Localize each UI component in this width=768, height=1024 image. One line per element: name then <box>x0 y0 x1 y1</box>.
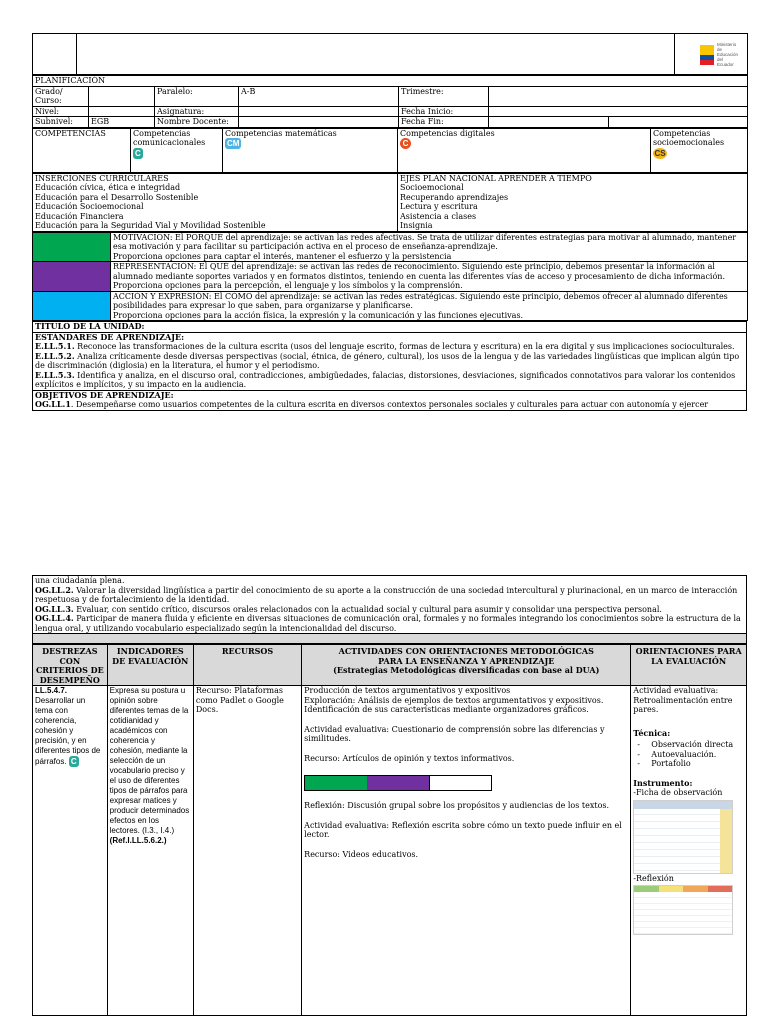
fecha-inicio-label: Fecha Inicio: <box>399 106 489 117</box>
eje-item: Recuperando aprendizajes <box>400 192 509 202</box>
tecnica-list <box>633 740 744 769</box>
paralelo-value[interactable]: A-B <box>239 86 399 106</box>
estandar-code: E.LL.5.3. <box>35 369 75 380</box>
actividad-line: Reflexión: Discusión grupal sobre los propósitos y audiencias de los textos. <box>304 801 610 810</box>
estandar-item <box>35 342 744 352</box>
insercion-item: Educación para la Seguridad Vial y Movilidad Sostenible <box>35 221 266 230</box>
inserciones-ejes-table <box>32 173 748 232</box>
instrumento-item: -Reflexión <box>633 873 674 883</box>
tecnica-item: - Autoevaluación. <box>651 750 744 760</box>
representacion-text: REPRESENTACIÓN: El QUÉ del aprendizaje: se activan las redes de reconocimiento. Siguiendo este principio, debemos presentar la información al alumnado mediante soportes variados y en formatos distintos, teniendo en cuenta las diferentes vías de acceso y procesamiento de dicha información. <box>113 262 726 281</box>
ministry-logo <box>700 42 741 67</box>
header-empty-cell <box>33 34 77 75</box>
nivel-label: Nivel: <box>33 106 89 117</box>
indicador-cell <box>107 686 193 1016</box>
motivacion-swatch <box>33 232 111 262</box>
header-destrezas: DESTREZAS CON CRITERIOS DE DESEMPEÑO <box>33 645 108 686</box>
header-blank-cell <box>77 34 675 75</box>
eje-item: Insignia <box>400 221 433 230</box>
planning-page-2 <box>32 575 747 1016</box>
insercion-item: Educación cívica, ética e integridad <box>35 183 181 192</box>
dua-purple-segment <box>367 776 429 790</box>
subnivel-value[interactable]: EGB <box>89 117 155 128</box>
destreza-text: Desarrollar un tema con coherencia, cohesión y precisión, y en diferentes tipos de párrafos. <box>35 696 101 766</box>
asignatura-value[interactable] <box>239 106 399 117</box>
actividad-line: Exploración: Análisis de ejemplos de textos argumentativos y expositivos. Identificación de sus características mediante organizadores gráficos. <box>304 695 604 714</box>
fecha-inicio-value[interactable] <box>489 106 748 117</box>
digitales-label: Competencias digitales <box>400 128 495 138</box>
dua-color-bar <box>304 775 492 791</box>
actividad-line: Recurso: Artículos de opinión y textos informativos. <box>304 753 515 763</box>
nivel-value[interactable] <box>89 106 155 117</box>
observation-sheet-thumbnail <box>633 800 733 874</box>
objetivo-text: Evaluar, con sentido crítico, discursos orales relacionados con la actualidad social y cultural para asumir y consolidar una perspectiva personal. <box>73 604 662 614</box>
header-indicadores: INDICADORES DE EVALUACIÓN <box>107 645 193 686</box>
unidad-estandares-table <box>32 321 747 411</box>
objetivo-text: . Desempeñarse como usuarios competentes de la cultura escrita en diversos contextos personales sociales y culturales para actuar con autonomía y ejercer <box>70 400 709 409</box>
accion-swatch <box>33 291 111 321</box>
header-orientaciones: ORIENTACIONES PARA LA EVALUACIÓN <box>631 645 747 686</box>
actividad-line: Recurso: Videos educativos. <box>304 849 419 859</box>
indicador-text: Expresa su postura u opinión sobre diferentes temas de la cotidianidad y académicos con coherencia y cohesión, mediante la selección de un vocabulario preciso y el uso de diferentes tipos de párrafos para expresar matices y producir determinados efectos en los lectores. (I.3., I.4.) <box>109 686 190 835</box>
objetivo-code: OG.LL.4. <box>35 613 74 623</box>
objetivos-cell-2 <box>33 576 747 634</box>
header-actividades <box>302 645 631 686</box>
objetivo-continuation: una ciudadanía plena. <box>35 576 125 585</box>
estandar-text: Identifica y analiza, en el discurso oral, contradicciones, ambigüedades, falacias, distorsiones, desviaciones, significados connotativos para valorar los contenidos explícitos e implícitos, y su impacto en la audiencia. <box>35 370 736 389</box>
socioemocionales-icon: CS <box>654 148 666 158</box>
representacion-swatch <box>33 262 111 292</box>
tecnica-item: - Portafolio <box>651 759 744 769</box>
objetivo-item <box>35 586 744 605</box>
docente-value[interactable] <box>239 117 399 128</box>
matematicas-label: Competencias matemáticas <box>225 128 337 138</box>
grado-label: Grado/ Curso: <box>33 86 89 106</box>
comunicacionales-icon: C <box>70 757 77 766</box>
objetivo-code: OG.LL.3. <box>35 603 74 614</box>
objetivos-continuation-table <box>32 575 747 644</box>
objetivo-text: Valorar la diversidad lingüística a partir del conocimiento de su aporte a la construcción de una sociedad intercultural y plurinacional, en un marco de interacción respetuosa y de fortalecimiento de la identidad. <box>35 585 738 604</box>
actividad-line: Actividad evaluativa: Reflexión escrita sobre cómo un texto puede influir en el lector. <box>304 820 622 839</box>
insercion-item: Educación para el Desarrollo Sostenible <box>35 192 199 202</box>
reflection-rubric-thumbnail <box>633 885 733 935</box>
header-table <box>32 33 748 75</box>
subnivel-label: Subnivel: <box>33 117 89 128</box>
objetivo-item <box>35 400 744 410</box>
objetivo-item <box>35 614 744 633</box>
dua-table <box>32 232 748 322</box>
inserciones-title: INSERCIONES CURRICULARES <box>35 173 169 183</box>
activities-table <box>32 644 747 1016</box>
destreza-cell <box>33 686 108 1016</box>
grado-value[interactable] <box>89 86 155 106</box>
accion-text: ACCIÓN Y EXPRESIÓN: El CÓMO del aprendizaje: se activan las redes estratégicas. Siguiendo este principio, debemos ofrecer al alumnado diferentes posibilidades para expresar lo que saben, para organizarse y planificarse. <box>113 291 728 310</box>
orientaciones-cell <box>631 686 747 1016</box>
spacer-row <box>33 634 747 644</box>
objetivo-item <box>35 605 744 615</box>
motivacion-text: MOTIVACION: El PORQUÉ del aprendizaje: se activan las redes afectivas. Se trata de utilizar diferentes estrategias para motivar al alumnado, mantener esa motivación y para facilitar su participación activa en el proceso de enseñanza-aprendizaje. <box>113 232 737 251</box>
estandar-text: Reconoce las transformaciones de la cultura escrita (usos del lenguaje escrito, formas de lectura y escritura) en la era digital y sus implicaciones socioculturales. <box>74 342 735 351</box>
actividad-line: Actividad evaluativa: Cuestionario de comprensión sobre las diferencias y similitudes. <box>304 724 605 743</box>
dua-empty-segment <box>429 776 492 790</box>
instrumento-item: -Ficha de observación <box>633 788 723 797</box>
competencias-digitales <box>398 128 651 172</box>
estandar-code: E.LL.5.1. <box>35 341 75 351</box>
estandares-title: ESTÁNDARES DE APRENDIZAJE: <box>35 332 185 342</box>
competencias-comunicacionales <box>131 128 223 172</box>
tecnica-item: - Observación directa <box>651 740 744 750</box>
accion-cell <box>111 291 748 321</box>
instrumento-label: Instrumento: <box>633 777 693 788</box>
planning-page-1 <box>32 33 747 411</box>
objetivos-title: OBJETIVOS DE APRENDIZAJE: <box>35 390 174 400</box>
actividades-cell <box>302 686 631 1016</box>
competencias-table <box>32 128 748 173</box>
ejes-title: EJES PLAN NACIONAL APRENDER A TIEMPO <box>400 173 592 183</box>
fecha-fin-value[interactable] <box>489 117 609 128</box>
competencias-matematicas <box>223 128 398 172</box>
dua-green-segment <box>305 776 367 790</box>
representacion-text-2: Proporciona opciones para la percepción, el lenguaje y los símbolos y la comprensión. <box>113 281 463 290</box>
fecha-fin-extra <box>609 117 748 128</box>
objetivo-text: Participar de manera fluida y eficiente en diversas situaciones de comunicación oral, formales y no formales integrando los conocimientos sobre la estructura de la lengua oral, y utilizando vocabulario especializado según la intencionalidad del discurso. <box>35 614 741 633</box>
trimestre-value[interactable] <box>489 86 748 106</box>
unidad-title: TÍTULO DE LA UNIDAD: <box>33 322 747 333</box>
recurso-cell: Recurso: Plataformas como Padlet o Google Docs. <box>193 686 301 1016</box>
asignatura-label: Asignatura: <box>155 106 239 117</box>
accion-text-2: Proporciona opciones para la acción física, la expresión y la comunicación y las funciones ejecutivas. <box>113 310 524 320</box>
competencias-socioemocionales <box>651 128 748 172</box>
insercion-item: Educación Financiera <box>35 211 124 221</box>
estandar-item <box>35 352 744 371</box>
insercion-item: Educación Socioemocional <box>35 202 144 211</box>
indicador-ref: (Ref.I.LL.5.6.2.) <box>109 836 167 845</box>
matematicas-icon: CM <box>227 139 240 148</box>
planificacion-title: PLANIFICACIÓN <box>33 76 748 87</box>
ecuador-flag-icon <box>700 45 714 65</box>
comunicacionales-label: Competencias comunicacionales <box>133 128 206 147</box>
header-actividades-1: ACTIVIDADES CON ORIENTACIONES METODOLÓGICAS PARA LA ENSEÑANZA Y APRENDIZAJE <box>338 646 594 666</box>
objetivo-code: OG.LL.1 <box>35 399 71 409</box>
competencias-label: COMPETENCIAS <box>33 128 131 172</box>
representacion-cell <box>111 262 748 292</box>
tecnica-label: Técnica: <box>633 727 671 738</box>
header-logo-cell <box>675 34 748 75</box>
estandares-cell <box>33 332 747 390</box>
eje-item: Lectura y escritura <box>400 202 478 211</box>
trimestre-label: Trimestre: <box>399 86 489 106</box>
planificacion-table <box>32 75 748 128</box>
destreza-code: LL.5.4.7. <box>35 686 68 695</box>
eval-line: Actividad evaluativa: Retroalimentación entre pares. <box>633 686 733 714</box>
eje-item: Asistencia a clases <box>400 211 477 221</box>
comunicacionales-icon: C <box>135 148 141 158</box>
socioemocionales-label: Competencias socioemocionales <box>653 128 725 147</box>
ministry-logo-text: Ministerio de Educación del Ecuador <box>717 42 739 67</box>
fecha-fin-label: Fecha Fin: <box>399 117 489 128</box>
header-recursos: RECURSOS <box>193 645 301 686</box>
motivacion-cell <box>111 232 748 262</box>
objetivo-code: OG.LL.2. <box>35 584 74 595</box>
objetivos-cell-1 <box>33 390 747 410</box>
estandar-code: E.LL.5.2. <box>35 350 75 361</box>
estandar-item <box>35 371 744 390</box>
inserciones-cell <box>33 173 398 231</box>
estandar-text: Analiza críticamente desde diversas perspectivas (social, étnica, de género, cultural), los usos de la lengua y de las variedades lingüísticas que implican algún tipo de discriminación (diglosia) en la literatura, el humor y el periodismo. <box>35 351 740 370</box>
ejes-cell <box>398 173 748 231</box>
header-actividades-2: (Estrategias Metodológicas diversificadas con base al DUA) <box>333 665 600 675</box>
docente-label: Nombre Docente: <box>155 117 239 128</box>
motivacion-text-2: Proporciona opciones para captar el interés, mantener el esfuerzo y la persistencia <box>113 251 452 261</box>
eje-item: Socioemocional <box>400 183 464 192</box>
actividad-line: Producción de textos argumentativos y expositivos <box>304 686 511 695</box>
digitales-icon: C <box>400 138 411 149</box>
paralelo-label: Paralelo: <box>155 86 239 106</box>
